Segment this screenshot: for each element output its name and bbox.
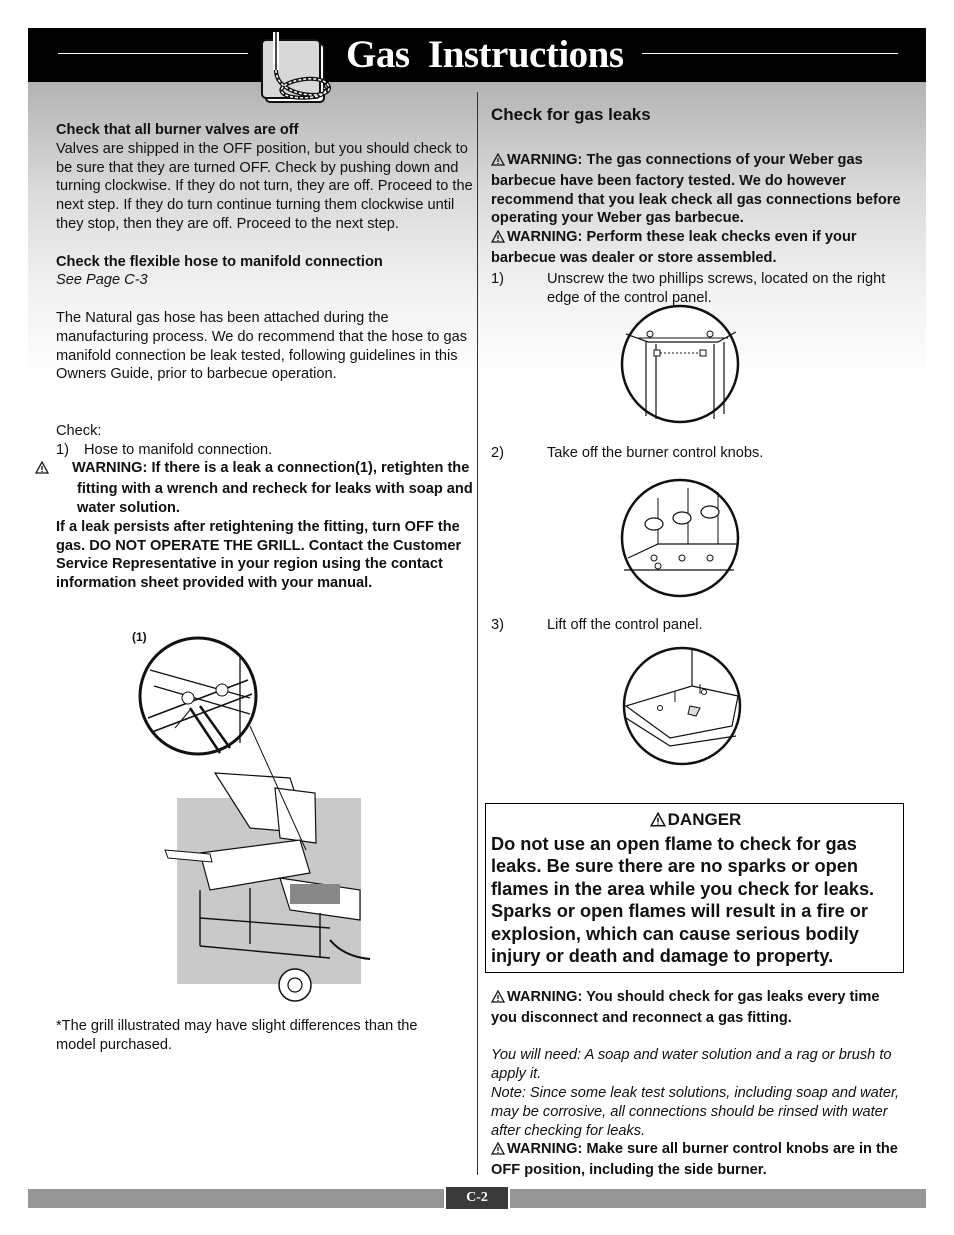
you-will-need-text: You will need: A soap and water solution and a rag or brush to apply it.: [491, 1047, 892, 1083]
step-text: Take off the burner control knobs.: [547, 445, 764, 461]
step-number: 2): [491, 445, 504, 461]
warning-triangle-icon: [56, 461, 72, 480]
valves-text: Valves are shipped in the OFF position, but you should check to be sure that they are turned OFF. Check by pushing down and turning clockwise. If they do not turn, they are off. Proceed to the next step. If they do turn continue turning them clockwise until they stop, then they are off. Proceed to the next step.: [56, 140, 473, 232]
page-title: Gas Instructions: [346, 33, 624, 76]
gas-hose-icon: [258, 30, 338, 110]
header-rule-left: [58, 53, 248, 54]
grill-connection-illustration: [130, 628, 370, 1008]
warning-retighten: WARNING: If there is a leak a connection(1), retighten the fitting with a wrench and recheck for leaks with soap and water solution.: [56, 459, 474, 517]
page-header: [28, 28, 926, 82]
step-1: [491, 270, 901, 308]
step-text: Unscrew the two phillips screws, located on the right edge of the control panel.: [547, 271, 886, 306]
figure-callout-label: (1): [132, 630, 147, 644]
lift-control-panel-illustration: [620, 646, 744, 766]
header-rule-right: [642, 53, 898, 54]
factory-warnings: [491, 151, 901, 268]
control-panel-screws-illustration: [618, 304, 742, 424]
step-text: Lift off the control panel.: [547, 617, 703, 633]
leak-persists-text: If a leak persists after retightening the fitting, turn OFF the gas. DO NOT OPERATE THE GRILL. Contact the Customer Service Representative in your region using the contact information sheet provided with your manual.: [56, 518, 462, 592]
bottom-warnings: [491, 988, 901, 1180]
step-number: 3): [491, 617, 504, 633]
check-item-number: 1): [56, 441, 69, 458]
warning-factory-tested: WARNING: The gas connections of your Weber gas barbecue have been factory tested. We do however recommend that you leak check all gas connections before operating your Weber gas barbecue.: [491, 152, 901, 227]
warning-reconnect: WARNING: You should check for gas leaks every time you disconnect and reconnect a gas fitting.: [491, 989, 880, 1026]
hose-text: The Natural gas hose has been attached during the manufacturing process. We do recommend that the hose to gas manifold connection be leak tested, following guidelines in this Owners Guide, prior to barbecue operation.: [56, 309, 468, 383]
warning-triangle-icon: [491, 230, 507, 249]
valves-heading: Check that all burner valves are off: [56, 122, 299, 138]
warning-triangle-icon: [648, 811, 668, 833]
step-2: [491, 444, 901, 463]
page-number: C-2: [444, 1187, 510, 1209]
corrosion-note: Note: Since some leak test solutions, including soap and water, may be corrosive, all connections should be rinsed with water after checking for leaks.: [491, 1084, 900, 1139]
step-3: [491, 616, 901, 635]
leak-check-heading: Check for gas leaks: [491, 105, 651, 124]
hose-heading: Check the flexible hose to manifold connection: [56, 253, 383, 270]
warning-dealer-assembled: WARNING: Perform these leak checks even if your barbecue was dealer or store assembled.: [491, 229, 857, 266]
danger-box: [485, 803, 904, 973]
check-item-text: Hose to manifold connection.: [84, 441, 273, 458]
warning-triangle-icon: [491, 153, 507, 172]
check-item: [56, 441, 474, 460]
grill-footnote: *The grill illustrated may have slight differences than the model purchased.: [56, 1018, 418, 1053]
burner-knobs-illustration: [618, 478, 742, 598]
warning-triangle-icon: [491, 1142, 507, 1161]
warning-knobs-off: WARNING: Make sure all burner control knobs are in the OFF position, including the side burner.: [491, 1141, 898, 1179]
hose-page-reference: See Page C-3: [56, 272, 148, 289]
danger-title: DANGER: [491, 809, 898, 833]
left-column: [56, 121, 474, 593]
step-number: 1): [491, 271, 504, 287]
column-divider: [477, 92, 478, 1175]
warning-triangle-icon: [491, 990, 507, 1009]
danger-text: Do not use an open flame to check for gas leaks. Be sure there are no sparks or open flames in the area while you check for leaks. Sparks or open flames will result in a fire or explosion, which can cause serious bodily injury or death and damage to property.: [491, 834, 875, 967]
check-label: Check:: [56, 422, 102, 439]
